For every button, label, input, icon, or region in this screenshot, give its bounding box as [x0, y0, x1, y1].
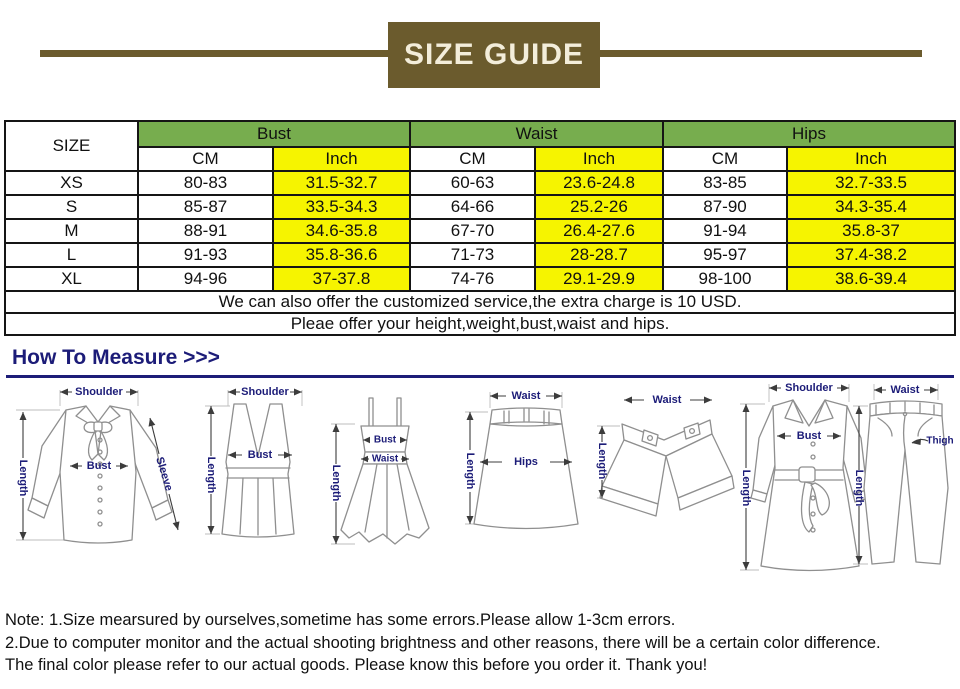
bust-group-header: Bust [138, 121, 410, 147]
bust-inch-cell: 34.6-35.8 [273, 219, 410, 243]
measurement-request-note-row [5, 313, 955, 335]
length-label: Length [464, 452, 476, 490]
bust-cm-cell: 91-93 [138, 243, 273, 267]
size-guide-banner [0, 0, 960, 120]
bust-label: Bust [796, 430, 822, 442]
size-cell: M [5, 219, 138, 243]
waist-label: Waist [371, 453, 399, 465]
footer-note-line: Note: 1.Size mearsured by ourselves,sometime has some errors.Please allow 1-3cm errors. [5, 611, 676, 629]
sleeve-label: Sleeve [153, 455, 175, 493]
waist-label: Waist [890, 384, 920, 396]
size-cell: XS [5, 171, 138, 195]
waist-cm-cell: 67-70 [410, 219, 535, 243]
bust-cm-cell: 80-83 [138, 171, 273, 195]
dress-diagram [325, 382, 447, 564]
waist-cm-cell: 71-73 [410, 243, 535, 267]
size-cell: XL [5, 267, 138, 291]
hips-inch-cell: 34.3-35.4 [787, 195, 955, 219]
waist-label: Waist [652, 394, 682, 406]
length-label: Length [596, 442, 608, 480]
table-row-m [5, 219, 955, 243]
hips-cm-cell: 95-97 [663, 243, 787, 267]
waist-inch-cell: 29.1-29.9 [535, 267, 663, 291]
shorts-diagram [592, 384, 744, 562]
hips-cm-header: CM [663, 147, 787, 171]
how-to-measure-rule [6, 375, 954, 378]
hips-cm-cell: 83-85 [663, 171, 787, 195]
length-label: Length [740, 469, 752, 507]
shoulder-label: Shoulder [785, 382, 833, 394]
skirt-diagram [460, 384, 588, 562]
bust-label: Bust [373, 434, 397, 446]
length-label: Length [205, 456, 217, 494]
length-label: Length [330, 464, 342, 502]
page-title: SIZE GUIDE [403, 38, 585, 71]
size-column-header: SIZE [5, 121, 138, 171]
waist-cm-cell: 64-66 [410, 195, 535, 219]
waist-inch-cell: 25.2-26 [535, 195, 663, 219]
waist-label: Waist [511, 390, 541, 402]
custom-service-note: We can also offer the customized service,the extra charge is 10 USD. [5, 291, 955, 313]
table-row-xs [5, 171, 955, 195]
thigh-label: Thigh [926, 435, 954, 447]
hips-inch-cell: 32.7-33.5 [787, 171, 955, 195]
bust-inch-cell: 33.5-34.3 [273, 195, 410, 219]
unit-header-row [5, 147, 955, 171]
measurement-request-note: Pleae offer your height,weight,bust,waist and hips. [5, 313, 955, 335]
hips-cm-cell: 98-100 [663, 267, 787, 291]
bust-label: Bust [86, 460, 112, 472]
footer-notes [5, 609, 960, 677]
bust-cm-cell: 88-91 [138, 219, 273, 243]
hips-cm-cell: 87-90 [663, 195, 787, 219]
bust-inch-cell: 37-37.8 [273, 267, 410, 291]
bust-cm-cell: 94-96 [138, 267, 273, 291]
waist-cm-header: CM [410, 147, 535, 171]
waist-inch-cell: 23.6-24.8 [535, 171, 663, 195]
waist-inch-header: Inch [535, 147, 663, 171]
bust-cm-header: CM [138, 147, 273, 171]
group-header-row [5, 121, 955, 147]
hips-inch-cell: 35.8-37 [787, 219, 955, 243]
waist-inch-cell: 28-28.7 [535, 243, 663, 267]
table-row-l [5, 243, 955, 267]
waist-inch-cell: 26.4-27.6 [535, 219, 663, 243]
hips-group-header: Hips [663, 121, 955, 147]
custom-service-note-row [5, 291, 955, 313]
measurement-diagrams [0, 380, 960, 593]
hips-inch-header: Inch [787, 147, 955, 171]
bust-label: Bust [247, 449, 273, 461]
table-row-s [5, 195, 955, 219]
banner-title-box [388, 22, 600, 88]
footer-note-line: 2.Due to computer monitor and the actual shooting brightness and other reasons, there will be a certain color difference. [5, 633, 881, 652]
hips-inch-cell: 37.4-38.2 [787, 243, 955, 267]
pants-diagram [848, 380, 956, 586]
size-table [4, 120, 956, 336]
shoulder-label: Shoulder [75, 386, 123, 398]
length-label: Length [17, 459, 29, 497]
how-to-measure-heading: How To Measure >>> [12, 346, 220, 369]
bust-cm-cell: 85-87 [138, 195, 273, 219]
hips-inch-cell: 38.6-39.4 [787, 267, 955, 291]
size-cell: L [5, 243, 138, 267]
bust-inch-header: Inch [273, 147, 410, 171]
waist-cm-cell: 74-76 [410, 267, 535, 291]
bust-inch-cell: 35.8-36.6 [273, 243, 410, 267]
size-cell: S [5, 195, 138, 219]
table-row-xl [5, 267, 955, 291]
bust-inch-cell: 31.5-32.7 [273, 171, 410, 195]
tank-top-diagram [198, 382, 320, 562]
waist-group-header: Waist [410, 121, 663, 147]
waist-cm-cell: 60-63 [410, 171, 535, 195]
footer-note-line: The final color please refer to our actual goods. Please know this before you order it. Thank you! [5, 656, 708, 674]
hips-cm-cell: 91-94 [663, 219, 787, 243]
shoulder-label: Shoulder [241, 386, 289, 398]
hips-label: Hips [514, 456, 538, 468]
blouse-diagram [8, 382, 194, 562]
length-label: Length [853, 469, 865, 507]
